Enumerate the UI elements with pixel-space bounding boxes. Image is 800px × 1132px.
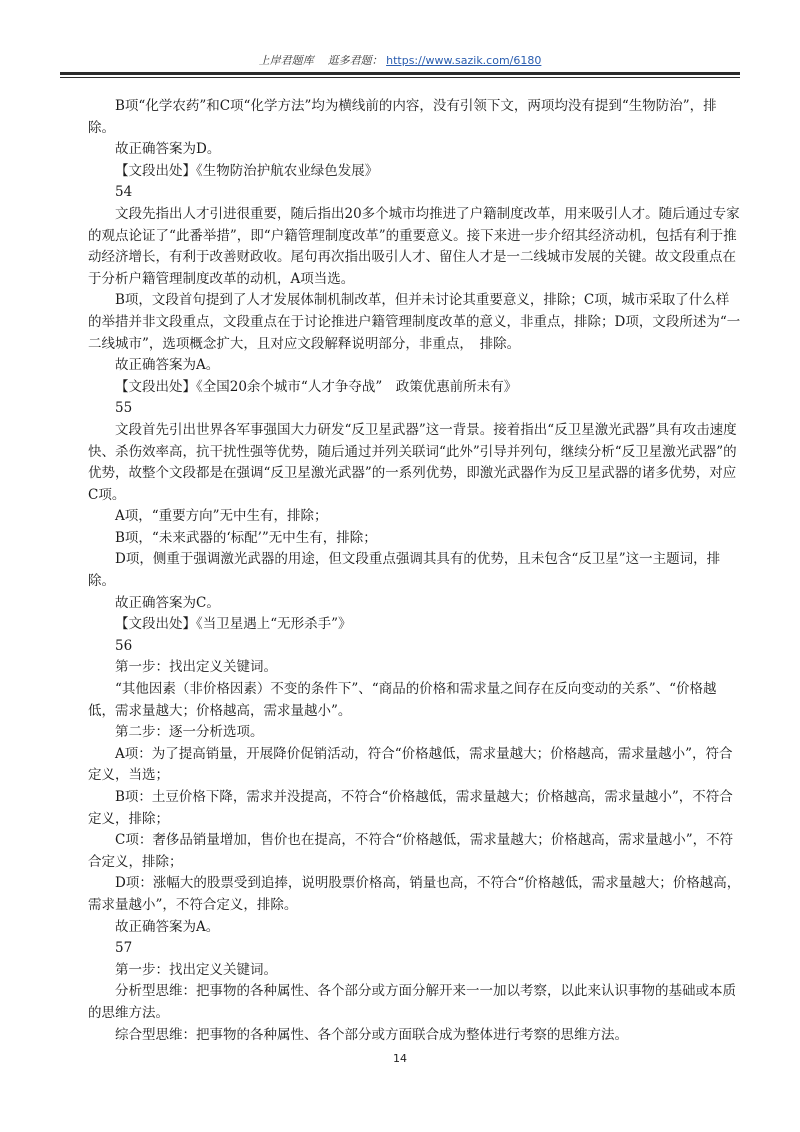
page-header — [60, 52, 740, 68]
paragraph: 【文段出处】《当卫星遇上“无形杀手”》 — [115, 616, 352, 633]
header-brand: 上岸君题库 — [258, 54, 314, 67]
paragraph: 故正确答案为A。 — [115, 918, 220, 935]
paragraph: B项，文段首句提到了人才发展体制机制改革，但并未讨论其重要意义，排除；C项，城市采取了什么样的举措并非文段重点，文段重点在于讨论推进户籍管理制度改革的意义，非重点，排除；D项，文段所述为“一二线城市”，选项概念扩大，且对应文段解释说明部分，非重点， 排除。 — [88, 292, 741, 352]
paragraph: 第一步：找出定义关键词。 — [115, 961, 277, 978]
paragraph: 综合型思维：把事物的各种属性、各个部分或方面联合成为整体进行考察的思维方法。 — [115, 1026, 628, 1043]
paragraph: 57 — [115, 940, 133, 957]
paragraph: C项：奢侈品销量增加，售价也在提高，不符合“价格越低，需求量越大；价格越高，需求量越小”，不符合定义，排除； — [88, 832, 734, 870]
paragraph: 故正确答案为D。 — [115, 141, 221, 158]
page-body — [88, 96, 742, 1046]
paragraph: D项：涨幅大的股票受到追捧，说明股票价格高，销量也高，不符合“价格越低，需求量越大；价格越高，需求量越小”，不符合定义，排除。 — [88, 875, 741, 913]
paragraph: 55 — [115, 400, 133, 417]
header-label: 逛多君题： — [327, 54, 383, 67]
paragraph: B项，“未来武器的‘标配’”无中生有，排除； — [115, 529, 377, 546]
header-divider — [60, 72, 740, 78]
paragraph: 第一步：找出定义关键词。 — [115, 659, 277, 676]
paragraph: 分析型思维：把事物的各种属性、各个部分或方面分解开来一一加以考察，以此来认识事物的基础或本质的思维方法。 — [88, 983, 736, 1021]
paragraph: B项：土豆价格下降，需求并没提高，不符合“价格越低，需求量越大；价格越高，需求量越小”，不符合定义，排除； — [88, 789, 733, 827]
paragraph: 【文段出处】《全国20余个城市“人才争夺战” 政策优惠前所未有》 — [115, 378, 518, 395]
paragraph: 故正确答案为A。 — [115, 357, 220, 374]
paragraph: A项，“重要方向”无中生有，排除； — [115, 508, 328, 525]
paragraph: 56 — [115, 637, 133, 654]
paragraph: D项，侧重于强调激光武器的用途，但文段重点强调其具有的优势，且未包含“反卫星”这一主题词，排除。 — [88, 551, 721, 590]
paragraph: 54 — [115, 184, 133, 201]
paragraph: 文段先指出人才引进很重要，随后指出20多个城市均推进了户籍制度改革，用来吸引人才。随后通过专家的观点论证了“此番举措”，即“户籍管理制度改革”的重要意义。接下来进一步介绍其经济动机，包括有利于推动经济增长，有利于改善财政收。尾句再次指出吸引人才、留住人才是一二线城市发展的关键。故文段重点在于分析户籍管理制度改革的动机，A项当选。 — [88, 205, 740, 287]
paragraph: “其他因素（非价格因素）不变的条件下”、“商品的价格和需求量之间存在反向变动的关系”、“价格越低，需求量越大；价格越高，需求量越小”。 — [88, 681, 717, 719]
paragraph: B项“化学农药”和C项“化学方法”均为横线前的内容，没有引领下文，两项均没有提到“生物防治”，排除。 — [88, 98, 717, 136]
paragraph: A项：为了提高销量，开展降价促销活动，符合“价格越低，需求量越大；价格越高，需求量越小”，符合定义，当选； — [88, 745, 733, 784]
paragraph: 第二步：逐一分析选项。 — [115, 724, 264, 741]
paragraph: 文段首先引出世界各军事强国大力研发“反卫星武器”这一背景。接着指出“反卫星激光武器”具有攻击速度快、杀伤效率高，抗干扰性强等优势，随后通过并列关联词“此外”引导并列句，继续分析“反卫星激光武器”的优势，故整个文段都是在强调“反卫星激光武器”的一系列优势，即激光武器作为反卫星武器的诸多优势，对应C项。 — [88, 421, 737, 503]
header-link[interactable]: https://www.sazik.com/6180 — [386, 54, 542, 67]
paragraph: 【文段出处】《生物防治护航农业绿色发展》 — [115, 162, 379, 179]
paragraph: 故正确答案为C。 — [115, 594, 220, 611]
page-number: 14 — [393, 1052, 407, 1065]
